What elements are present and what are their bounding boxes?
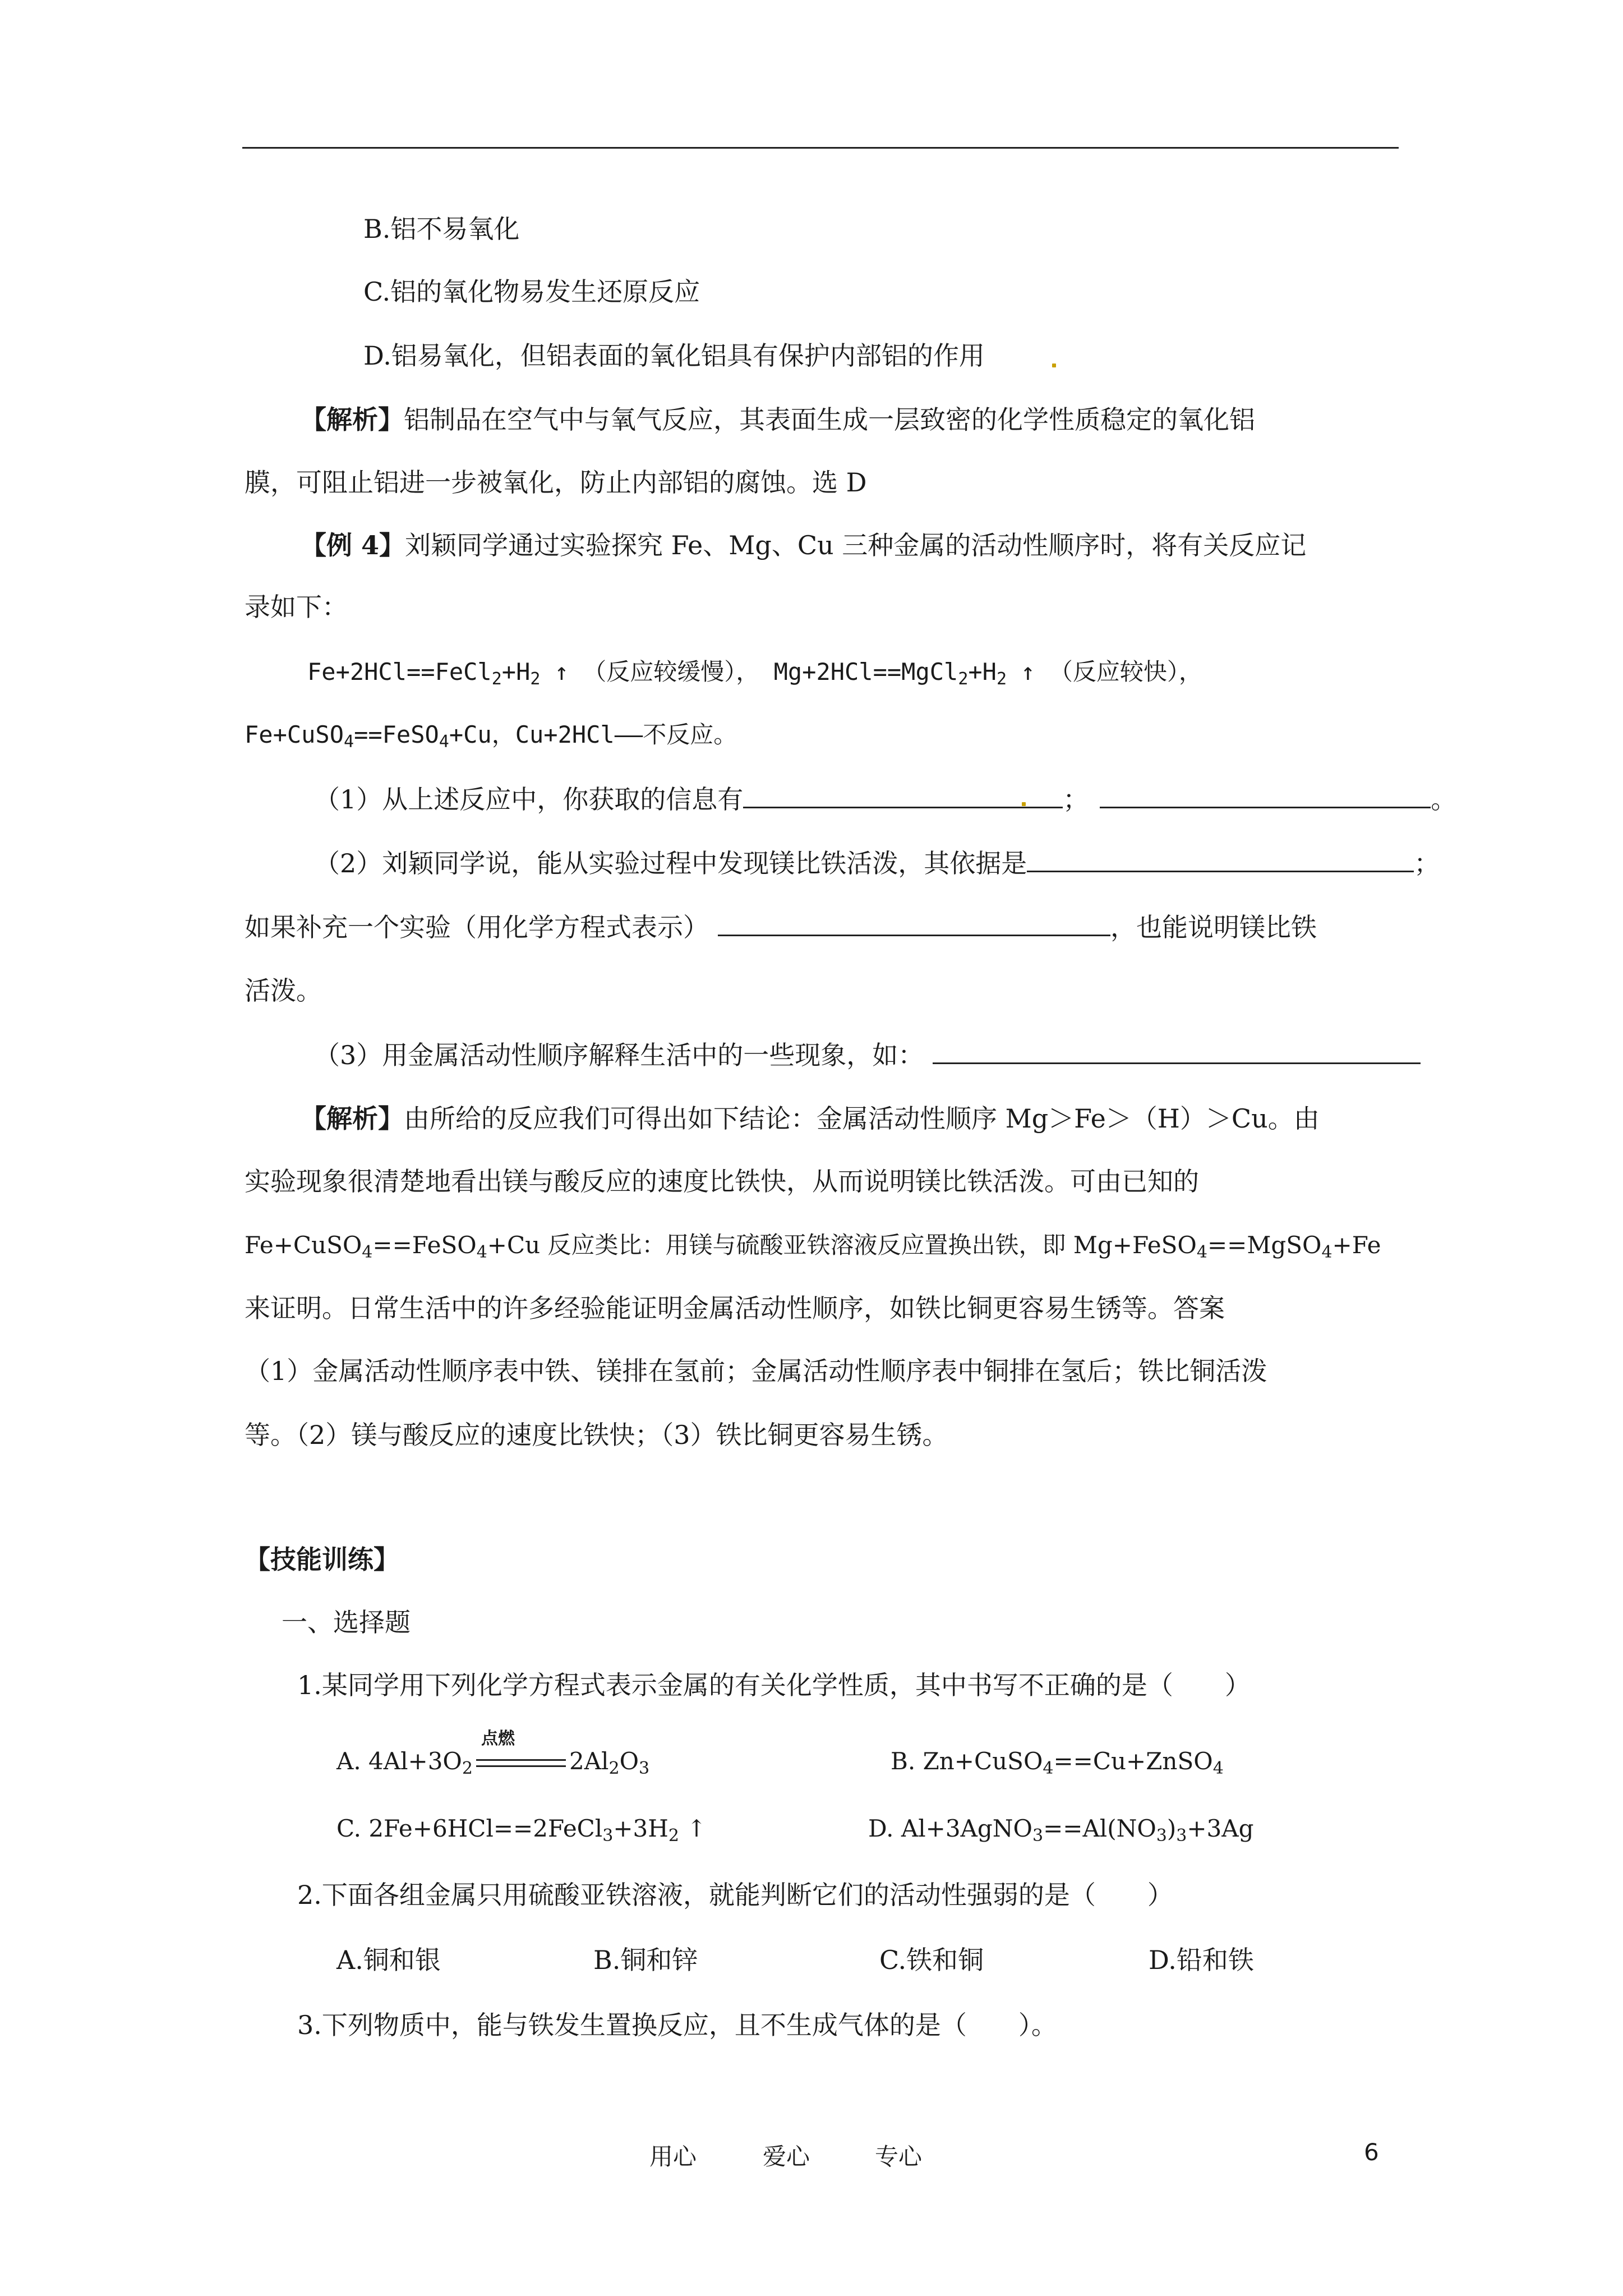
analysis-text: 由所给的反应我们可得出如下结论：金属活动性顺序 Mg＞Fe＞（H）＞Cu。由 — [404, 1103, 1320, 1134]
analysis-4-text-5: （1）金属活动性顺序表中铁、镁排在氢前；金属活动性顺序表中铜排在氢后；铁比铜活泼 — [245, 1356, 1267, 1386]
subsection-heading: 一、选择题 — [282, 1607, 411, 1637]
example-tag: 【例 4】 — [301, 530, 405, 560]
option-2a: A.铜和银 — [336, 1945, 441, 1975]
option-1a: A. $4Al+3O_2$ $2Al_2O_3$ — [336, 1747, 650, 1778]
page-number: 6 — [1364, 2138, 1379, 2166]
header-rule — [242, 147, 1399, 149]
footer-motto-3: 专心 — [875, 2143, 923, 2170]
answer-blank[interactable] — [743, 782, 1063, 808]
answer-blank[interactable] — [1100, 782, 1431, 808]
question-3-text: （3）用金属活动性顺序解释生活中的一些现象，如： — [314, 1040, 924, 1070]
answer-blank[interactable] — [933, 1038, 1421, 1064]
stray-mark — [1052, 364, 1056, 367]
problem-3: 3.下列物质中，能与铁发生置换反应，且不生成气体的是（ ）。 — [297, 2010, 1057, 2040]
option-d: D.铝易氧化，但铝表面的氧化铝具有保护内部铝的作用 — [363, 341, 985, 371]
example-text: 刘颖同学通过实验探究 Fe、Mg、Cu 三种金属的活动性顺序时，将有关反应记 — [405, 530, 1307, 560]
answer-blank[interactable] — [1027, 846, 1414, 872]
option-1d: D. $Al+3AgNO_3==Al(NO_3)_3+3Ag$ — [868, 1815, 1254, 1846]
analysis-text: 铝制品在空气中与氧气反应，其表面生成一层致密的化学性质稳定的氧化铝 — [404, 404, 1255, 435]
option-2b: B.铜和锌 — [593, 1945, 698, 1975]
reaction-condition: 点燃 — [481, 1729, 515, 1749]
question-3 — [314, 1038, 1421, 1072]
problem-2: 2.下面各组金属只用硫酸亚铁溶液，就能判断它们的活动性强弱的是（ ） — [297, 1880, 1173, 1910]
stray-mark — [1022, 802, 1026, 806]
footer-motto-2: 爱心 — [763, 2143, 810, 2170]
analysis-4-text-6: 等。（2）镁与酸反应的速度比铁快；（3）铁比铜更容易生锈。 — [245, 1420, 948, 1450]
analysis-4-paragraph — [301, 1102, 1320, 1135]
answer-blank[interactable] — [718, 910, 1110, 936]
question-2d: 活泼。 — [245, 976, 322, 1006]
analysis-paragraph — [301, 403, 1255, 436]
analysis-tag: 【解析】 — [301, 404, 404, 435]
question-2-text: （2）刘颖同学说，能从实验过程中发现镁比铁活泼，其依据是 — [314, 848, 1027, 878]
equation-line-2: Fe+CuSO$_4$==FeSO$_4$+Cu，Cu+2HCl——不反应。 — [245, 721, 737, 752]
question-1-text: （1）从上述反应中，你获取的信息有 — [314, 784, 744, 815]
footer-motto-1: 用心 — [649, 2143, 697, 2170]
analysis-tag: 【解析】 — [301, 1103, 404, 1134]
analysis-4-text-4: 来证明。日常生活中的许多经验能证明金属活动性顺序，如铁比铜更容易生锈等。答案 — [245, 1293, 1225, 1323]
option-2d: D.铅和铁 — [1149, 1945, 1254, 1975]
analysis-4-text-2: 实验现象很清楚地看出镁与酸反应的速度比铁快，从而说明镁比铁活泼。可由已知的 — [245, 1166, 1199, 1197]
example-4-heading — [301, 528, 1306, 562]
question-2b — [245, 910, 1317, 944]
question-1: （1）从上述反应中，你获取的信息有 ； 。 — [314, 782, 1456, 816]
question-2: （2）刘颖同学说，能从实验过程中发现镁比铁活泼，其依据是 ； — [314, 846, 1440, 880]
problem-1: 1.某同学用下列化学方程式表示金属的有关化学性质，其中书写不正确的是（ ） — [297, 1670, 1251, 1700]
question-2b-text: 如果补充一个实验（用化学方程式表示） — [245, 912, 709, 942]
option-1b: B. Zn+CuSO$_4$==Cu+ZnSO$_4$ — [891, 1747, 1224, 1778]
section-heading: 【技能训练】 — [245, 1544, 399, 1575]
option-2c: C.铁和铜 — [879, 1945, 984, 1975]
option-b: B.铝不易氧化 — [363, 214, 520, 244]
equation-line-1: $Fe+2HCl==FeCl_2+H_2$ ↑ （反应较缓慢）， $Mg+2HCl==MgCl_2+H_2$ ↑ （反应较快）， — [307, 658, 1202, 689]
option-c: C.铝的氧化物易发生还原反应 — [363, 277, 700, 307]
option-1c: C. $2Fe+6HCl==2FeCl_3+3H_2$ ↑ — [336, 1815, 707, 1846]
question-2c-text: ，也能说明镁比铁 — [1110, 912, 1317, 942]
analysis-4-text-3: Fe+CuSO$_4$==FeSO$_4$+Cu 反应类比：用镁与硫酸亚铁溶液反应置换出铁，即 Mg+FeSO$_4$==MgSO$_4$+Fe — [245, 1231, 1381, 1262]
analysis-text-2: 膜，可阻止铝进一步被氧化，防止内部铝的腐蚀。选 D — [245, 467, 867, 498]
example-text-2: 录如下： — [245, 592, 348, 622]
